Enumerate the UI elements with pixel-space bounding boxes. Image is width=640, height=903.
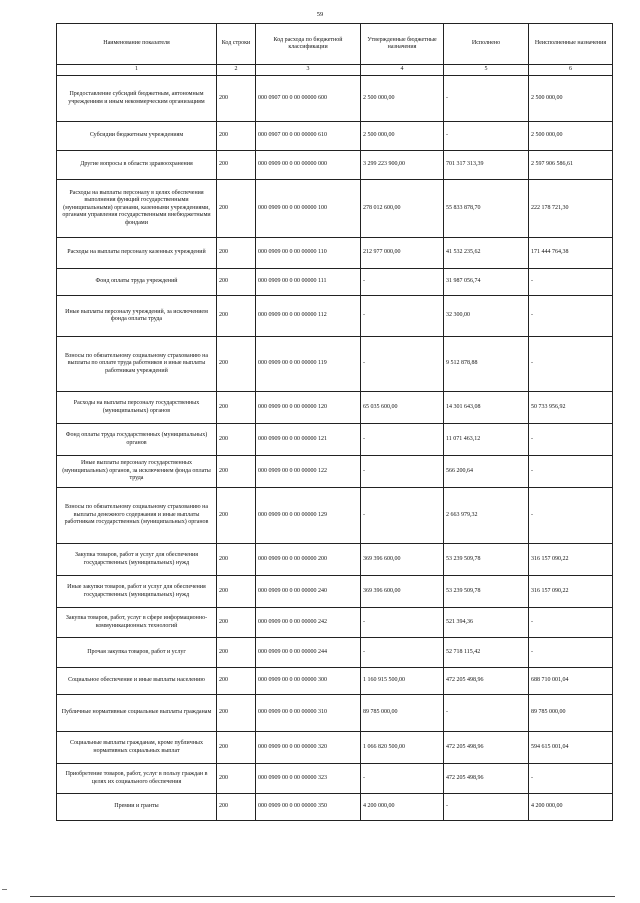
row-approved-amount: - — [361, 608, 444, 638]
row-executed-amount: 472 205 498,96 — [444, 668, 529, 695]
row-unexecuted-amount: 50 733 956,92 — [529, 392, 613, 424]
row-classification-code: 000 0909 00 0 00 00000 300 — [256, 668, 361, 695]
row-indicator-name: Социальное обеспечение и иные выплаты населению — [57, 668, 217, 695]
row-indicator-name: Взносы по обязательному социальному страхованию на выплаты денежного содержания и иные выплаты работникам государственных (муниципальных) органов — [57, 488, 217, 544]
row-approved-amount: - — [361, 296, 444, 337]
row-executed-amount: 41 532 235,62 — [444, 238, 529, 269]
row-indicator-name: Фонд оплаты труда государственных (муниципальных) органов — [57, 424, 217, 456]
header-indicator-name: Наименование показателя — [57, 24, 217, 65]
column-number: 6 — [529, 65, 613, 76]
row-executed-amount: 521 394,36 — [444, 608, 529, 638]
row-line-code: 200 — [217, 238, 256, 269]
row-unexecuted-amount: - — [529, 488, 613, 544]
row-line-code: 200 — [217, 732, 256, 764]
row-unexecuted-amount: - — [529, 269, 613, 296]
row-classification-code: 000 0909 00 0 00 00000 119 — [256, 337, 361, 392]
row-executed-amount: 32 300,00 — [444, 296, 529, 337]
row-approved-amount: 369 396 600,00 — [361, 544, 444, 576]
table-row — [57, 456, 613, 488]
row-classification-code: 000 0909 00 0 00 00000 121 — [256, 424, 361, 456]
row-unexecuted-amount: 2 500 000,00 — [529, 122, 613, 151]
row-approved-amount: 65 035 600,00 — [361, 392, 444, 424]
row-approved-amount: 278 012 600,00 — [361, 180, 444, 238]
table-row — [57, 764, 613, 794]
row-classification-code: 000 0909 00 0 00 00000 350 — [256, 794, 361, 821]
row-unexecuted-amount: 688 710 001,04 — [529, 668, 613, 695]
row-unexecuted-amount: 171 444 764,38 — [529, 238, 613, 269]
row-unexecuted-amount: - — [529, 424, 613, 456]
row-unexecuted-amount: 316 157 090,22 — [529, 544, 613, 576]
row-executed-amount: - — [444, 794, 529, 821]
row-approved-amount: - — [361, 764, 444, 794]
row-indicator-name: Приобретение товаров, работ, услуг в пользу граждан в целях их социального обеспечения — [57, 764, 217, 794]
row-indicator-name: Иные выплаты персоналу учреждений, за исключением фонда оплаты труда — [57, 296, 217, 337]
row-classification-code: 000 0909 00 0 00 00000 120 — [256, 392, 361, 424]
row-indicator-name: Публичные нормативные социальные выплаты гражданам — [57, 695, 217, 732]
row-unexecuted-amount: 594 615 001,04 — [529, 732, 613, 764]
row-classification-code: 000 0909 00 0 00 00000 242 — [256, 608, 361, 638]
row-classification-code: 000 0909 00 0 00 00000 310 — [256, 695, 361, 732]
row-unexecuted-amount: - — [529, 337, 613, 392]
row-approved-amount: 4 200 000,00 — [361, 794, 444, 821]
budget-execution-table — [56, 23, 613, 821]
row-unexecuted-amount: - — [529, 638, 613, 668]
table-row — [57, 296, 613, 337]
row-executed-amount: 31 987 056,74 — [444, 269, 529, 296]
header-executed: Исполнено — [444, 24, 529, 65]
table-row — [57, 122, 613, 151]
row-classification-code: 000 0907 00 0 00 00000 610 — [256, 122, 361, 151]
row-classification-code: 000 0909 00 0 00 00000 240 — [256, 576, 361, 608]
row-unexecuted-amount: - — [529, 456, 613, 488]
row-classification-code: 000 0909 00 0 00 00000 110 — [256, 238, 361, 269]
column-number: 5 — [444, 65, 529, 76]
table-row — [57, 668, 613, 695]
table-row — [57, 794, 613, 821]
row-approved-amount: 89 785 000,00 — [361, 695, 444, 732]
row-unexecuted-amount: 4 200 000,00 — [529, 794, 613, 821]
column-number: 4 — [361, 65, 444, 76]
row-classification-code: 000 0909 00 0 00 00000 122 — [256, 456, 361, 488]
row-line-code: 200 — [217, 668, 256, 695]
table-row — [57, 269, 613, 296]
row-unexecuted-amount: 2 500 000,00 — [529, 76, 613, 122]
table-row — [57, 488, 613, 544]
row-executed-amount: 14 301 643,08 — [444, 392, 529, 424]
row-indicator-name: Расходы на выплаты персоналу государственных (муниципальных) органов — [57, 392, 217, 424]
row-line-code: 200 — [217, 151, 256, 180]
row-executed-amount: 2 663 979,32 — [444, 488, 529, 544]
row-approved-amount: - — [361, 638, 444, 668]
row-classification-code: 000 0907 00 0 00 00000 600 — [256, 76, 361, 122]
row-classification-code: 000 0909 00 0 00 00000 244 — [256, 638, 361, 668]
page-number: 59 — [316, 11, 324, 18]
row-indicator-name: Взносы по обязательному социальному страхованию на выплаты по оплате труда работников и иные выплаты работникам учреждений — [57, 337, 217, 392]
row-approved-amount: 1 066 820 500,00 — [361, 732, 444, 764]
row-executed-amount: 701 317 313,39 — [444, 151, 529, 180]
row-unexecuted-amount: - — [529, 764, 613, 794]
row-indicator-name: Закупка товаров, работ, услуг в сфере информационно-коммуникационных технологий — [57, 608, 217, 638]
margin-mark — [2, 889, 7, 890]
row-unexecuted-amount: 222 178 721,30 — [529, 180, 613, 238]
row-unexecuted-amount: - — [529, 296, 613, 337]
header-approved: Утвержденные бюджетные назначения — [361, 24, 444, 65]
header-classification-code: Код расхода по бюджетной классификации — [256, 24, 361, 65]
header-row — [57, 24, 613, 65]
row-classification-code: 000 0909 00 0 00 00000 200 — [256, 544, 361, 576]
row-executed-amount: 566 200,64 — [444, 456, 529, 488]
row-indicator-name: Расходы на выплаты персоналу казенных учреждений — [57, 238, 217, 269]
row-approved-amount: 1 160 915 500,00 — [361, 668, 444, 695]
row-indicator-name: Премии и гранты — [57, 794, 217, 821]
row-approved-amount: 3 299 223 900,00 — [361, 151, 444, 180]
row-line-code: 200 — [217, 337, 256, 392]
row-classification-code: 000 0909 00 0 00 00000 323 — [256, 764, 361, 794]
row-approved-amount: 212 977 000,00 — [361, 238, 444, 269]
header-line-code: Код строки — [217, 24, 256, 65]
row-line-code: 200 — [217, 456, 256, 488]
row-unexecuted-amount: 2 597 906 586,61 — [529, 151, 613, 180]
row-approved-amount: 2 500 000,00 — [361, 76, 444, 122]
row-indicator-name: Фонд оплаты труда учреждений — [57, 269, 217, 296]
row-classification-code: 000 0909 00 0 00 00000 100 — [256, 180, 361, 238]
row-line-code: 200 — [217, 544, 256, 576]
row-unexecuted-amount: 316 157 090,22 — [529, 576, 613, 608]
table-row — [57, 76, 613, 122]
table-row — [57, 337, 613, 392]
row-line-code: 200 — [217, 180, 256, 238]
row-classification-code: 000 0909 00 0 00 00000 112 — [256, 296, 361, 337]
row-executed-amount: - — [444, 76, 529, 122]
table-row — [57, 638, 613, 668]
row-line-code: 200 — [217, 424, 256, 456]
row-approved-amount: - — [361, 337, 444, 392]
column-number-row — [57, 65, 613, 76]
row-indicator-name: Другие вопросы в области здравоохранения — [57, 151, 217, 180]
row-line-code: 200 — [217, 392, 256, 424]
row-indicator-name: Социальные выплаты гражданам, кроме публичных нормативных социальных выплат — [57, 732, 217, 764]
row-approved-amount: 2 500 000,00 — [361, 122, 444, 151]
row-approved-amount: - — [361, 424, 444, 456]
row-line-code: 200 — [217, 122, 256, 151]
table-row — [57, 392, 613, 424]
row-classification-code: 000 0909 00 0 00 00000 000 — [256, 151, 361, 180]
row-indicator-name: Прочая закупка товаров, работ и услуг — [57, 638, 217, 668]
row-unexecuted-amount: - — [529, 608, 613, 638]
table-row — [57, 180, 613, 238]
row-classification-code: 000 0909 00 0 00 00000 320 — [256, 732, 361, 764]
row-executed-amount: 9 512 878,88 — [444, 337, 529, 392]
row-executed-amount: - — [444, 122, 529, 151]
row-executed-amount: 472 205 498,96 — [444, 764, 529, 794]
row-line-code: 200 — [217, 764, 256, 794]
row-line-code: 200 — [217, 296, 256, 337]
table-row — [57, 576, 613, 608]
table-row — [57, 608, 613, 638]
row-executed-amount: 55 833 878,70 — [444, 180, 529, 238]
header-unexecuted: Неисполненные назначения — [529, 24, 613, 65]
column-number: 2 — [217, 65, 256, 76]
row-indicator-name: Субсидии бюджетным учреждениям — [57, 122, 217, 151]
row-classification-code: 000 0909 00 0 00 00000 129 — [256, 488, 361, 544]
row-line-code: 200 — [217, 269, 256, 296]
row-line-code: 200 — [217, 576, 256, 608]
column-number: 1 — [57, 65, 217, 76]
row-approved-amount: - — [361, 488, 444, 544]
table-row — [57, 695, 613, 732]
column-number: 3 — [256, 65, 361, 76]
row-unexecuted-amount: 89 785 000,00 — [529, 695, 613, 732]
row-indicator-name: Иные выплаты персоналу государственных (муниципальных) органов, за исключением фонда оплаты труда — [57, 456, 217, 488]
row-indicator-name: Закупка товаров, работ и услуг для обеспечения государственных (муниципальных) нужд — [57, 544, 217, 576]
row-line-code: 200 — [217, 794, 256, 821]
table-row — [57, 238, 613, 269]
row-approved-amount: 369 396 600,00 — [361, 576, 444, 608]
row-executed-amount: 472 205 498,96 — [444, 732, 529, 764]
row-line-code: 200 — [217, 638, 256, 668]
row-classification-code: 000 0909 00 0 00 00000 111 — [256, 269, 361, 296]
row-line-code: 200 — [217, 488, 256, 544]
row-indicator-name: Расходы на выплаты персоналу в целях обеспечения выполнения функций государственными (муниципальными) органами, казенными учреждениями, органами управления государственными внебюджетными фондами — [57, 180, 217, 238]
row-executed-amount: 53 239 509,78 — [444, 544, 529, 576]
row-executed-amount: 53 239 509,78 — [444, 576, 529, 608]
row-approved-amount: - — [361, 456, 444, 488]
row-approved-amount: - — [361, 269, 444, 296]
row-line-code: 200 — [217, 695, 256, 732]
row-executed-amount: - — [444, 695, 529, 732]
row-executed-amount: 11 071 463,12 — [444, 424, 529, 456]
row-line-code: 200 — [217, 608, 256, 638]
table-row — [57, 544, 613, 576]
table-row — [57, 151, 613, 180]
table-row — [57, 424, 613, 456]
row-indicator-name: Предоставление субсидий бюджетным, автономным учреждениям и иным некоммерческим организациям — [57, 76, 217, 122]
row-executed-amount: 52 718 115,42 — [444, 638, 529, 668]
row-line-code: 200 — [217, 76, 256, 122]
footer-rule — [30, 896, 615, 897]
row-indicator-name: Иные закупки товаров, работ и услуг для обеспечения государственных (муниципальных) нужд — [57, 576, 217, 608]
table-row — [57, 732, 613, 764]
